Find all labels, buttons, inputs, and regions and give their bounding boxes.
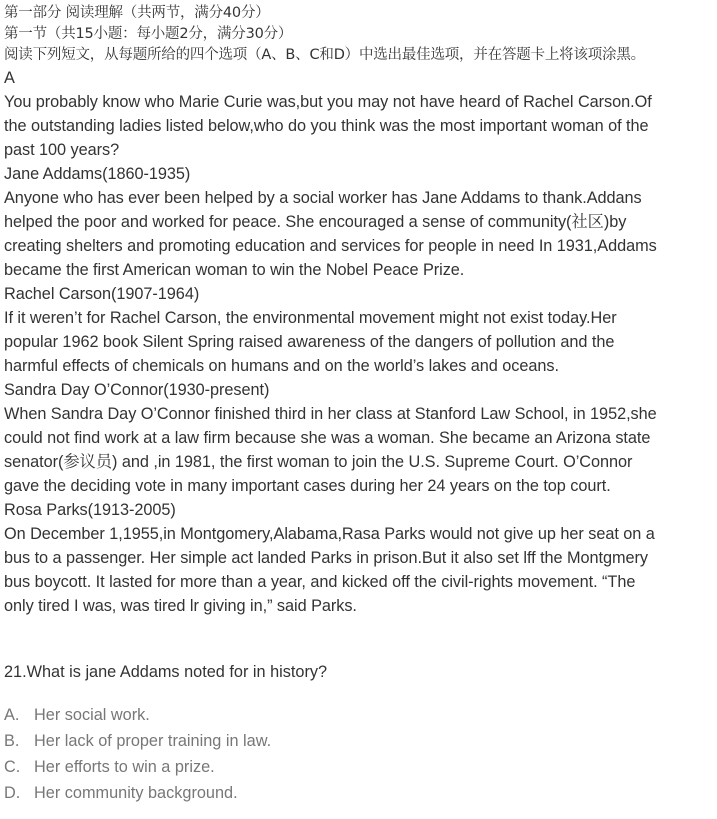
person-text-line: creating shelters and promoting education and services for people in need In 1931,Addams bbox=[4, 237, 657, 255]
person-text-line: harmful effects of chemicals on humans and on the world’s lakes and oceans. bbox=[4, 357, 559, 375]
instruction: 阅读下列短文，从每题所给的四个选项（A、B、C和D）中选出最佳选项，并在答题卡上将该项涂黑。 bbox=[4, 47, 645, 63]
person-text-line: bus boycott. It lasted for more than a year, and kicked off the civil-rights movement. “The bbox=[4, 573, 636, 591]
option-letter: B. bbox=[4, 732, 20, 750]
person-text-line: When Sandra Day O’Connor finished third in her class at Stanford Law School, in 1952,she bbox=[4, 405, 657, 423]
person-text-line: popular 1962 book Silent Spring raised awareness of the dangers of pollution and the bbox=[4, 333, 615, 351]
person-heading: Rachel Carson(1907-1964) bbox=[4, 285, 200, 303]
intro-line: past 100 years? bbox=[4, 141, 120, 159]
intro-line: You probably know who Marie Curie was,but you may not have heard of Rachel Carson.Of bbox=[4, 93, 652, 111]
option-text: Her efforts to win a prize. bbox=[34, 758, 215, 776]
person-heading: Sandra Day O’Connor(1930-present) bbox=[4, 381, 270, 399]
person-text-line: only tired I was, was tired lr giving in,” said Parks. bbox=[4, 597, 357, 615]
person-text-line: Anyone who has ever been helped by a social worker has Jane Addams to thank.Addans bbox=[4, 189, 642, 207]
option-text: Her social work. bbox=[34, 706, 150, 724]
option-letter: D. bbox=[4, 784, 21, 802]
passage-label: A bbox=[4, 69, 15, 87]
person-heading: Jane Addams(1860-1935) bbox=[4, 165, 191, 183]
option-letter: C. bbox=[4, 758, 21, 776]
option-text: Her lack of proper training in law. bbox=[34, 732, 272, 750]
intro-line: the outstanding ladies listed below,who do you think was the most important woman of the bbox=[4, 117, 649, 135]
person-text-line: On December 1,1955,in Montgomery,Alabama,Rasa Parks would not give up her seat on a bbox=[4, 525, 655, 543]
option-text: Her community background. bbox=[34, 784, 238, 802]
question-text: 21.What is jane Addams noted for in history? bbox=[4, 663, 328, 681]
answer-option-b[interactable] bbox=[4, 728, 716, 754]
person-text-line: bus to a passenger. Her simple act landed Parks in prison.But it also set lff the Montgmery bbox=[4, 549, 649, 567]
spacer bbox=[4, 618, 716, 660]
reading-document bbox=[4, 3, 716, 806]
person-text-line: senator(参议员) and ,in 1981, the first woman to join the U.S. Supreme Court. O’Connor bbox=[4, 453, 633, 471]
option-letter: A. bbox=[4, 706, 20, 724]
section-title: 第一节（共15小题：每小题2分，满分30分） bbox=[4, 26, 293, 42]
person-heading: Rosa Parks(1913-2005) bbox=[4, 501, 176, 519]
person-text-line: could not find work at a law firm because she was a woman. She became an Arizona state bbox=[4, 429, 651, 447]
answer-option-a[interactable] bbox=[4, 702, 716, 728]
part-title: 第一部分 阅读理解（共两节，满分40分） bbox=[4, 5, 270, 21]
spacer bbox=[4, 684, 716, 702]
answer-option-d[interactable] bbox=[4, 780, 716, 806]
person-text-line: If it weren’t for Rachel Carson, the environmental movement might not exist today.Her bbox=[4, 309, 617, 327]
person-text-line: gave the deciding vote in many important cases during her 24 years on the top court. bbox=[4, 477, 611, 495]
answer-option-c[interactable] bbox=[4, 754, 716, 780]
person-text-line: became the first American woman to win the Nobel Peace Prize. bbox=[4, 261, 465, 279]
person-text-line: helped the poor and worked for peace. She encouraged a sense of community(社区)by bbox=[4, 213, 627, 231]
